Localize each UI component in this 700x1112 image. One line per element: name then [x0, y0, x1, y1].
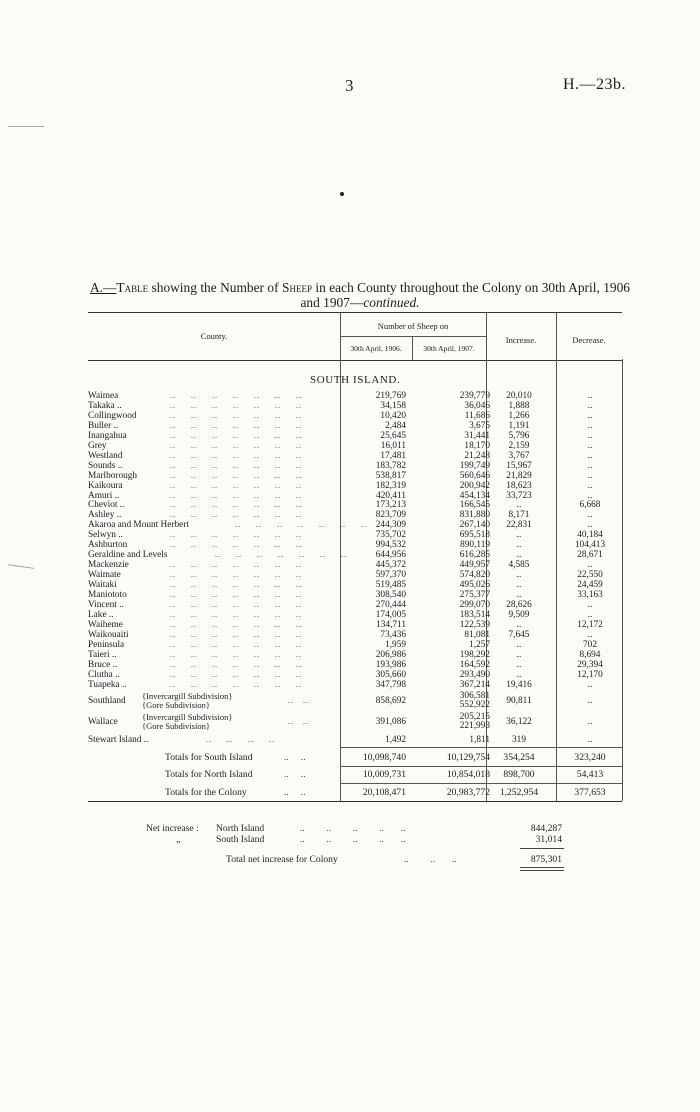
- value-1906: 25,645: [380, 430, 406, 441]
- value-1907: 164,592: [459, 659, 490, 670]
- value-1907: 239,779: [459, 391, 490, 401]
- section-title: SOUTH ISLAND.: [310, 374, 401, 386]
- value-1906: 73,436: [380, 629, 406, 640]
- table-row: Waiheme .. .. .. .. .. .. .. 134,711 122,539 .. 12,172: [88, 620, 622, 630]
- value-1907: 183,514: [459, 609, 490, 620]
- document-reference: H.—23b.: [563, 76, 627, 93]
- value-1907: 831,880: [459, 510, 490, 521]
- value-1907: 695,518: [459, 530, 490, 541]
- header-increase: Increase.: [505, 335, 537, 345]
- value-1907: 574,820: [459, 570, 490, 581]
- value-1907: 449,957: [459, 560, 490, 571]
- value-increase: 5,796: [508, 430, 530, 441]
- value-1907: 31,441: [464, 430, 490, 441]
- total-1906: 10,098,740: [362, 752, 406, 763]
- table-row-wallace: Wallace {Invercargill Subdivision} {Gore Subdivision} .. .. 391,086 205,215 221,993 36,122 ..: [88, 712, 622, 732]
- sub-1: {Invercargill Subdivision}: [142, 712, 233, 722]
- total-decrease: 377,653: [574, 787, 606, 798]
- title-continued: continued.: [363, 295, 420, 310]
- value-1906: 182,319: [375, 480, 406, 491]
- value-decrease: ..: [587, 560, 593, 571]
- header-1906: 30th April, 1906.: [350, 344, 402, 353]
- table-row: Marlborough .. .. .. .. .. .. .. 538,817 560,646 21,829 ..: [88, 471, 622, 481]
- table-row: Ashburton .. .. .. .. .. .. .. 994,532 890,119 .. 104,413: [88, 540, 622, 550]
- total-1907: 20,983,772: [446, 787, 490, 798]
- table-row: Takaka .. .. .. .. .. .. .. .. 34,158 36,046 1,888 ..: [88, 401, 622, 411]
- value-increase: 7,645: [508, 629, 530, 640]
- value-1907: 267,140: [459, 520, 490, 531]
- value-1906: 10,420: [380, 410, 406, 421]
- value-increase: ..: [516, 570, 522, 581]
- value-decrease: ..: [587, 440, 593, 451]
- value-1906: 244,309: [375, 520, 406, 531]
- value-decrease: ..: [587, 450, 593, 461]
- table-row: Tuapeka .. .. .. .. .. .. .. .. 347,798 367,214 19,416 ..: [88, 680, 622, 690]
- value-1906: 34,158: [380, 400, 406, 411]
- table-row: Grey .. .. .. .. .. .. .. 16,011 18,170 2,159 ..: [88, 441, 622, 451]
- value-1906: 308,540: [375, 590, 406, 600]
- value-increase: ..: [516, 530, 522, 541]
- header-number-of-sheep: Number of Sheep on: [377, 321, 449, 331]
- sub-1: {Invercargill Subdivision}: [142, 691, 233, 701]
- county-name: Sounds ..: [88, 460, 123, 471]
- value-1907: 1,811: [469, 735, 490, 745]
- total-increase: 354,254: [503, 752, 535, 763]
- header-county: County.: [200, 331, 228, 341]
- county-name: Waitaki: [88, 580, 117, 591]
- value-1907-sub2: 221,993: [459, 721, 490, 731]
- header-1907: 30th April, 1907.: [423, 344, 475, 353]
- value-1906: 206,986: [375, 649, 406, 660]
- value-decrease: 28,671: [577, 550, 603, 561]
- value-1907: 616,285: [459, 550, 490, 561]
- table-row: Peninsula .. .. .. .. .. .. .. 1,959 1,257 .. 702: [88, 640, 622, 650]
- ink-dot: [340, 192, 344, 196]
- totals-label: Totals for the Colony: [165, 787, 247, 798]
- value-1906: 270,444: [375, 599, 406, 610]
- value-1907: 122,539: [459, 619, 490, 630]
- county-name: Westland: [88, 450, 123, 461]
- value-1907-sub1: 306,581: [459, 691, 490, 701]
- value-increase: 21,829: [506, 470, 532, 481]
- value-increase: ..: [516, 580, 522, 591]
- value-1906: 994,532: [375, 540, 406, 551]
- value-1907: 166,545: [459, 500, 490, 511]
- value-decrease: ..: [587, 609, 593, 620]
- total-1907: 10,129,754: [446, 752, 490, 763]
- total-decrease: 54,413: [576, 769, 604, 780]
- table-row-southland: Southland {Invercargill Subdivision} {Gore Subdivision} .. .. 858,692 306,581 552,922 90,811 ..: [88, 691, 622, 711]
- county-name: Mackenzie: [88, 560, 129, 571]
- county-name: Ashburton: [88, 540, 128, 551]
- value-decrease: ..: [587, 629, 593, 640]
- county-name: Amuri ..: [88, 490, 120, 501]
- value-1906: 134,711: [376, 619, 406, 630]
- table-title: [90, 280, 630, 310]
- county-name: Akaroa and Mount Herbert: [88, 520, 189, 531]
- net-leaders: .. .. .. .. ..: [300, 823, 406, 834]
- value-1907: 367,214: [459, 679, 490, 690]
- value-1906: 1,959: [385, 639, 406, 650]
- value-1906: 445,372: [375, 560, 406, 571]
- county-name: Collingwood: [88, 410, 137, 421]
- value-decrease: 22,550: [577, 570, 603, 581]
- value-decrease: ..: [587, 679, 593, 690]
- totals-label: Totals for North Island: [165, 769, 253, 780]
- value-increase: 36,122: [506, 717, 532, 727]
- value-1906: 193,986: [375, 659, 406, 670]
- value-1907: 560,646: [459, 470, 490, 481]
- value-1907: 199,749: [459, 460, 490, 471]
- table-header: [88, 312, 622, 361]
- value-increase: 28,626: [506, 599, 532, 610]
- county-name: Kaikoura: [88, 480, 123, 491]
- value-decrease: ..: [587, 520, 593, 531]
- table-row: Taieri .. .. .. .. .. .. .. .. 206,986 198,292 .. 8,694: [88, 650, 622, 660]
- value-increase: ..: [516, 590, 522, 600]
- table-row: Vincent .. .. .. .. .. .. .. .. 270,444 299,070 28,626 ..: [88, 600, 622, 610]
- county-name: Waimea: [88, 391, 119, 401]
- value-increase: 90,811: [506, 696, 532, 706]
- title-text-2: in each County throughout the Colony on 30th April, 1906 and 1907—: [300, 280, 631, 310]
- value-decrease: ..: [587, 400, 593, 411]
- value-increase: 319: [512, 735, 526, 745]
- value-1906: 305,660: [375, 669, 406, 680]
- value-decrease: ..: [587, 599, 593, 610]
- net-leaders-3: .. .. ..: [404, 854, 457, 865]
- value-1906: 823,709: [375, 510, 406, 521]
- value-increase: 9,509: [508, 609, 530, 620]
- value-increase: 15,967: [506, 460, 532, 471]
- value-increase: ..: [516, 619, 522, 630]
- county-name: Vincent ..: [88, 599, 124, 610]
- county-name: Tuapeka ..: [88, 679, 127, 690]
- table-row: Akaroa and Mount Herbert .. .. .. .. .. .. .. 244,309 267,140 22,831 ..: [88, 520, 622, 530]
- value-decrease: 24,459: [577, 580, 603, 591]
- ditto-mark: „: [176, 834, 181, 845]
- value-1907: 495,026: [459, 580, 490, 591]
- net-total-value: 875,301: [530, 854, 562, 865]
- value-1906: 1,492: [385, 735, 406, 745]
- value-1907-sub2: 552,922: [459, 700, 490, 710]
- value-1906: 347,798: [375, 679, 406, 690]
- county-name: Cheviot ..: [88, 500, 125, 511]
- net-south-value: 31,014: [535, 834, 562, 845]
- value-1907: 275,377: [459, 590, 490, 600]
- table-row: Kaikoura .. .. .. .. .. .. .. 182,319 200,942 18,623 ..: [88, 481, 622, 491]
- sub-2: {Gore Subdivision}: [142, 721, 210, 731]
- net-south-label: South Island: [216, 834, 265, 845]
- value-1906: 391,086: [375, 717, 406, 727]
- county-name: Southland: [88, 696, 126, 706]
- value-1906: 183,782: [375, 460, 406, 471]
- table-row: Collingwood .. .. .. .. .. .. .. 10,420 11,686 1,266 ..: [88, 411, 622, 421]
- value-1906: 16,011: [380, 440, 406, 451]
- value-increase: 1,266: [508, 410, 530, 421]
- value-1906: 519,485: [375, 580, 406, 591]
- table-row: Geraldine and Levels .. .. .. .. .. .. .. 644,956 616,285 .. 28,671: [88, 550, 622, 560]
- value-1907: 299,070: [459, 599, 490, 610]
- county-name: Bruce ..: [88, 659, 118, 670]
- value-increase: 2,159: [508, 440, 530, 451]
- value-increase: ..: [516, 659, 522, 670]
- value-increase: ..: [516, 540, 522, 551]
- table-row: Inangahua .. .. .. .. .. .. .. 25,645 31,441 5,796 ..: [88, 431, 622, 441]
- county-name: Marlborough: [88, 470, 138, 481]
- total-increase: 1,252,954: [499, 787, 539, 798]
- value-1906: 735,702: [375, 530, 406, 541]
- value-1907: 890,119: [460, 540, 490, 551]
- value-decrease: ..: [587, 510, 593, 521]
- county-name: Takaka ..: [88, 400, 122, 411]
- value-1907: 198,292: [459, 649, 490, 660]
- table-row-stewart-island: Stewart Island .. .. .. .. .. 1,492 1,811 319 ..: [88, 735, 622, 745]
- value-decrease: ..: [587, 480, 593, 491]
- county-name: Waiheme: [88, 619, 123, 630]
- county-name: Grey: [88, 440, 107, 451]
- value-1907: 454,134: [459, 490, 490, 501]
- county-name: Clutha ..: [88, 669, 120, 680]
- value-increase: 20,010: [506, 391, 532, 401]
- table-row: Waimate .. .. .. .. .. .. .. 597,370 574,820 .. 22,550: [88, 570, 622, 580]
- table-row: Mackenzie .. .. .. .. .. .. .. 445,372 449,957 4,585 ..: [88, 560, 622, 570]
- county-name: Waimate: [88, 570, 121, 581]
- value-1906: 2,484: [385, 420, 406, 431]
- value-increase: 33,723: [506, 490, 532, 501]
- value-1907: 11,686: [464, 410, 490, 421]
- margin-mark: [8, 126, 44, 127]
- value-increase: 18,623: [506, 480, 532, 491]
- value-1907: 18,170: [464, 440, 490, 451]
- value-increase: ..: [516, 649, 522, 660]
- value-1907: 21,248: [464, 450, 490, 461]
- value-1906: 173,213: [375, 500, 406, 511]
- value-decrease: 104,413: [574, 540, 606, 551]
- value-increase: 4,585: [508, 560, 530, 571]
- value-1906: 420,411: [376, 490, 406, 501]
- value-1906: 644,956: [375, 550, 406, 561]
- value-decrease: 40,184: [577, 530, 603, 541]
- value-decrease: 33,163: [577, 590, 603, 600]
- value-decrease: ..: [587, 391, 593, 401]
- value-increase: ..: [516, 669, 522, 680]
- totals-label: Totals for South Island: [165, 752, 253, 763]
- table-row: Clutha .. .. .. .. .. .. .. .. 305,660 293,490 .. 12,170: [88, 670, 622, 680]
- value-decrease: ..: [587, 460, 593, 471]
- value-increase: ..: [516, 550, 522, 561]
- value-decrease: ..: [587, 430, 593, 441]
- value-decrease: 29,394: [577, 659, 603, 670]
- value-increase: 3,767: [508, 450, 530, 461]
- value-increase: ..: [516, 639, 522, 650]
- county-name: Wallace: [88, 717, 118, 727]
- table-row: Amuri .. .. .. .. .. .. .. .. 420,411 454,134 33,723 ..: [88, 491, 622, 501]
- table-row: Waimea .. .. .. .. .. .. .. 219,769 239,779 20,010 ..: [88, 391, 622, 401]
- county-name: Stewart Island ..: [88, 735, 149, 745]
- value-1907: 81,081: [464, 629, 490, 640]
- title-prefix: A.—: [90, 280, 117, 295]
- net-north-label: North Island: [216, 823, 265, 834]
- title-word-table: Table: [116, 280, 149, 295]
- value-1907: 1,257: [469, 639, 490, 650]
- value-1906: 538,817: [375, 470, 406, 481]
- table-row: Selwyn .. .. .. .. .. .. .. .. 735,702 695,518 .. 40,184: [88, 530, 622, 540]
- county-name: Selwyn ..: [88, 530, 123, 541]
- county-name: Waikouaiti: [88, 629, 129, 640]
- value-decrease: 702: [583, 639, 597, 650]
- table-row: Maniototo .. .. .. .. .. .. .. 308,540 275,377 .. 33,163: [88, 590, 622, 600]
- value-1906: 219,769: [375, 391, 406, 401]
- net-leaders-2: .. .. .. .. ..: [300, 834, 406, 845]
- value-increase: 8,171: [508, 510, 530, 521]
- county-name: Peninsula: [88, 639, 125, 650]
- county-name: Inangahua: [88, 430, 127, 441]
- value-increase: 1,888: [508, 400, 530, 411]
- value-decrease: ..: [587, 470, 593, 481]
- value-increase: 19,416: [506, 679, 532, 690]
- net-north-value: 844,287: [530, 823, 562, 834]
- title-word-sheep: Sheep: [282, 280, 312, 295]
- value-1906: 17,481: [380, 450, 406, 461]
- page-number: 3: [345, 76, 354, 95]
- value-1907-sub1: 205,215: [459, 712, 490, 722]
- value-1907: 293,490: [459, 669, 490, 680]
- value-1906: 597,370: [375, 570, 406, 581]
- value-decrease: 6,668: [579, 500, 601, 511]
- table-row: Buller .. .. .. .. .. .. .. .. 2,484 3,675 1,191 ..: [88, 421, 622, 431]
- total-1906: 10,009,731: [362, 769, 406, 780]
- value-increase: 1,191: [508, 420, 530, 431]
- value-decrease: ..: [587, 735, 593, 745]
- value-1907: 36,046: [464, 400, 490, 411]
- table-row: Lake .. .. .. .. .. .. .. .. 174,005 183,514 9,509 ..: [88, 610, 622, 620]
- value-1906: 858,692: [375, 696, 406, 706]
- total-1906: 20,108,471: [362, 787, 406, 798]
- value-decrease: 12,170: [577, 669, 603, 680]
- value-decrease: 12,172: [577, 619, 603, 630]
- county-name: Geraldine and Levels: [88, 550, 168, 561]
- value-decrease: 8,694: [579, 649, 601, 660]
- value-decrease: ..: [587, 717, 593, 727]
- county-name: Ashley ..: [88, 510, 122, 521]
- total-increase: 898,700: [503, 769, 535, 780]
- table-row: Bruce .. .. .. .. .. .. .. .. 193,986 164,592 .. 29,394: [88, 660, 622, 670]
- value-decrease: ..: [587, 490, 593, 501]
- value-1906: 174,005: [375, 609, 406, 620]
- county-name: Maniototo: [88, 590, 127, 600]
- value-decrease: ..: [587, 420, 593, 431]
- value-increase: 22,831: [506, 520, 532, 531]
- sub-2: {Gore Subdivision}: [142, 700, 210, 710]
- table-row: Waikouaiti .. .. .. .. .. .. .. 73,436 81,081 7,645 ..: [88, 630, 622, 640]
- value-decrease: ..: [587, 410, 593, 421]
- header-decrease: Decrease.: [572, 335, 606, 345]
- county-name: Taieri ..: [88, 649, 117, 660]
- county-name: Lake ..: [88, 609, 114, 620]
- value-decrease: ..: [587, 696, 593, 706]
- net-increase-label: Net increase :: [146, 823, 199, 834]
- total-decrease: 323,240: [574, 752, 606, 763]
- title-text-1: showing the Number of: [148, 280, 283, 295]
- table-row: Westland .. .. .. .. .. .. .. 17,481 21,248 3,767 ..: [88, 451, 622, 461]
- margin-mark-2: [8, 564, 34, 569]
- county-name: Buller ..: [88, 420, 119, 431]
- table-row: Ashley .. .. .. .. .. .. .. .. 823,709 831,880 8,171 ..: [88, 510, 622, 520]
- value-1907: 3,675: [469, 420, 490, 431]
- net-total-label: Total net increase for Colony: [226, 854, 338, 865]
- table-row: Waitaki .. .. .. .. .. .. .. 519,485 495,026 .. 24,459: [88, 580, 622, 590]
- value-1907: 200,942: [459, 480, 490, 491]
- value-increase: ..: [516, 500, 522, 511]
- table-row: Cheviot .. .. .. .. .. .. .. .. 173,213 166,545 .. 6,668: [88, 500, 622, 510]
- total-1907: 10,854,018: [446, 769, 490, 780]
- table-row: Sounds .. .. .. .. .. .. .. .. 183,782 199,749 15,967 ..: [88, 461, 622, 471]
